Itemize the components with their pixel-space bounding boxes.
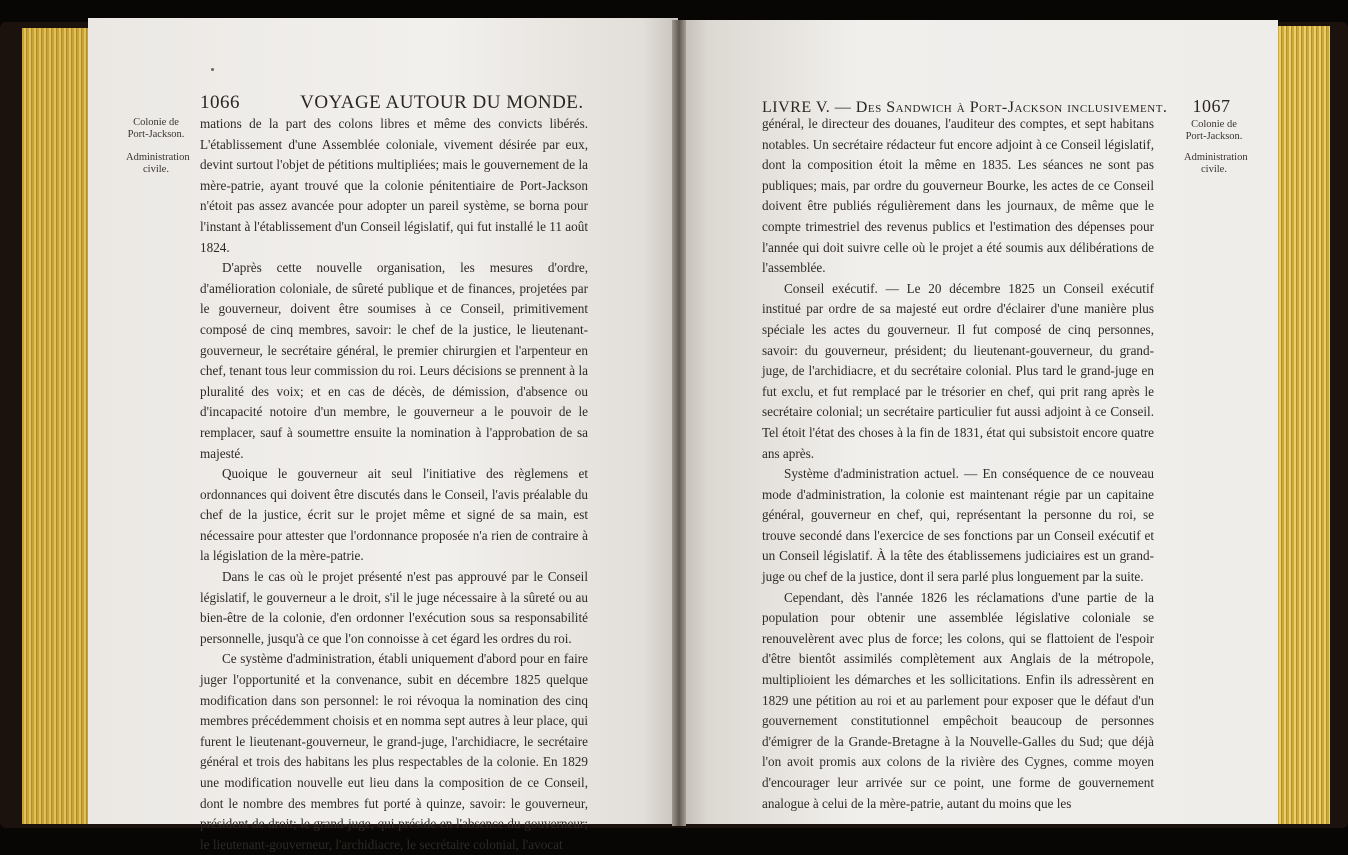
paragraph: Système d'administration actuel. — En conséquence de ce nouveau mode d'administration, la colonie est maintenant régie par un capitaine général, gouverneur en chef, qui, représentant la personne du roi, se trouve secondé dans l'exercice de ses fonctions par un Conseil exécutif et un Conseil législatif. À la tête des établissemens judiciaires est un grand-juge ou chef de la justice, dont il sera parlé plus longuement par la suite. xyxy=(762,466,1154,585)
right-running-title: LIVRE V. — Des Sandwich à Port-Jackson inclusivement. xyxy=(762,99,1168,116)
paragraph: Dans le cas où le projet présenté n'est pas approuvé par le Conseil législatif, le gouverneur a le droit, s'il le juge nécessaire à la sûreté ou au bien-être de la colonie, d'en ordonner l'exécution sous sa responsabilité personnelle, jusqu'à ce que l'on connoisse à cet égard les ordres du roi. xyxy=(200,569,588,646)
left-running-title: VOYAGE AUTOUR DU MONDE. xyxy=(300,92,584,113)
left-page-number: 1066 xyxy=(200,92,240,113)
right-page-edges xyxy=(1272,26,1330,824)
left-page-header xyxy=(200,92,584,114)
right-page-body xyxy=(762,114,1154,814)
right-sidenote-colonie: Colonie de Port-Jackson. xyxy=(1185,119,1243,142)
paragraph: Quoique le gouverneur ait seul l'initiative des règlemens et ordonnances qui doivent être discutés dans le Conseil, l'avis préalable du chef de la justice, écrit sur le projet même et signé de sa main, est nécessaire pour attester que l'ordonnance proposée n'a rien de contraire à la législation de la mère-patrie. xyxy=(200,466,588,564)
paragraph: D'après cette nouvelle organisation, les mesures d'ordre, d'amélioration coloniale, de sûreté publique et de finances, projetées par le gouverneur, doivent être soumises à ce Conseil, primitivement composé de cinq membres, savoir: le chef de la justice, le lieutenant-gouverneur, le secrétaire général, le premier chirurgien et l'arpenteur en chef, tenant tous leur commission du roi. Leurs décisions se prennent à la pluralité des voix; et en cas de décès, de démission, d'absence ou d'incapacité notoire d'un membre, le gouverneur a le pouvoir de le remplacer, sauf à soumettre ensuite la nomination à l'approbation de sa majesté. xyxy=(200,260,588,461)
paragraph: mations de la part des colons libres et même des convicts libérés. L'établissement d'une Assemblée coloniale, vivement désirée par eux, devint surtout l'objet de pétitions multipliées; mais le gouvernement de la mère-patrie, ayant trouvé que la colonie pénitentiaire de Port-Jackson n'étoit pas assez avancée pour adopter un pareil système, se borna pour l'instant à l'établissement d'un Conseil législatif, qui fut installé le 11 août 1824. xyxy=(200,116,588,255)
right-page-number: 1067 xyxy=(1192,96,1231,116)
paragraph: général, le directeur des douanes, l'auditeur des comptes, et sept habitans notables. Un secrétaire rédacteur fut encore adjoint à ce Conseil législatif, dont la composition étoit la même en 1835. Les séances ne sont pas publiques; mais, par ordre du gouverneur Bourke, les actes de ce Conseil doivent être publiés régulièrement dans les journaux, de même que le compte trimestriel des revenus publics et l'estimation des dépenses pour l'année qui doit suivre celle où le projet a été soumis aux délibérations de l'assemblée. xyxy=(762,116,1154,276)
left-page-edges xyxy=(22,28,92,824)
left-page-body xyxy=(200,114,588,855)
paragraph: Ce système d'administration, établi uniquement d'abord pour en faire juger l'opportunité et la convenance, subit en décembre 1825 quelque modification dans son personnel: le roi révoqua la nomination des cinq membres précédemment choisis et en nomma sept autres à leur place, qui furent le lieutenant-gouverneur, le grand-juge, l'archidiacre, le secrétaire général et trois des habitans les plus respectables de la colonie. En 1829 une modification nouvelle eut lieu dans la composition de ce Conseil, dont le nombre des membres fut porté à quinze, savoir: le gouverneur, président de droit; le grand-juge, qui préside en l'absence du gouverneur; le lieutenant-gouverneur, l'archidiacre, le secrétaire colonial, l'avocat xyxy=(200,651,588,852)
left-sidenote-administration: Administration civile. xyxy=(126,152,190,175)
book-gutter xyxy=(672,20,686,826)
paragraph: Conseil exécutif. — Le 20 décembre 1825 un Conseil exécutif institué par ordre de sa majesté eut ordre d'éclairer d'une manière plus spéciale les actes du gouverneur. Il fut composé de cinq personnes, savoir: du gouverneur, président; du lieutenant-gouverneur, du grand-juge, de l'archidiacre, et du secrétaire colonial. Plus tard le grand-juge en fut exclu, et fut remplacé par le trésorier en chef, qui prit rang après le secrétaire colonial; un secrétaire particulier fut aussi adjoint à ce Conseil. Tel étoit l'état des choses à la fin de 1831, état qui subsistoit encore quatre ans après. xyxy=(762,280,1154,461)
right-sidenote-administration: Administration civile. xyxy=(1184,152,1248,175)
left-sidenote-colonie: Colonie de Port-Jackson. xyxy=(127,117,185,140)
paragraph: Cependant, dès l'année 1826 les réclamations d'une partie de la population pour obtenir une assemblée législative coloniale se renouvelèrent avec plus de force; les colons, qui se flattoient de l'espoir d'être bientôt assimilés complètement aux Anglais de la métropole, multiplioient les démarches et les sollicitations. Enfin ils adressèrent en 1829 une pétition au roi et au parlement pour exposer que le défaut d'un gouvernement constitutionnel empêchoit beaucoup de personnes d'émigrer de la Grande-Bretagne à la Nouvelle-Galles du Sud; que déjà l'on avoit promis aux colons de la rivière des Cygnes, comme moyen d'encourager leur arrivée sur ce point, une forme de gouvernement analogue à celui de la mère-patrie, autant du moins que les xyxy=(762,589,1154,811)
page-mark xyxy=(211,68,214,71)
